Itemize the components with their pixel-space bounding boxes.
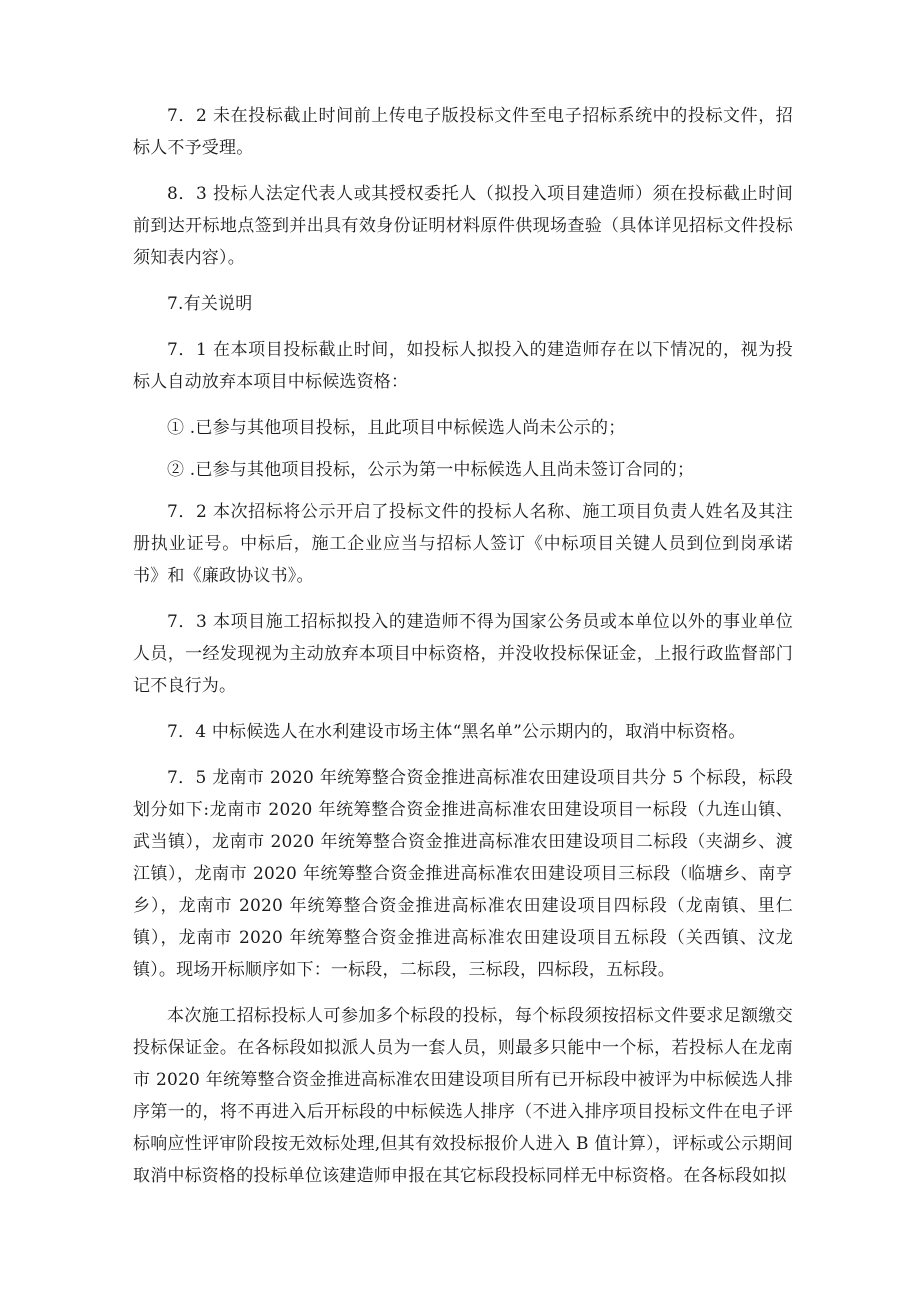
paragraph-7-3: 7．3 本项目施工招标拟投入的建造师不得为国家公务员或本单位以外的事业单位人员，一经发现视为主动放弃本项目中标资格，并没收投标保证金，上报行政监督部门记不良行为。 <box>133 612 793 696</box>
paragraph-multi-lot: 本次施工招标投标人可参加多个标段的投标，每个标段须按招标文件要求足额缴交投标保证金。在各标段如拟派人员为一套人员，则最多只能中一个标，若投标人在龙南市 2020 年统筹整合资金推进高标准农田建设项目所有已开标段中被评为中标候选人排序第一的，将不再进入后开标段的中标候选人排序（不进入排序项目投标文件在电子评标响应性评审阶段按无效标处理,但其有效投标报价人进入 B 值计算），评标或公示期间取消中标资格的投标单位该建造师申报在其它标段投标同样无中标资格。在各标段如拟 <box>133 1006 793 1186</box>
paragraph-7-4: 7．4 中标候选人在水利建设市场主体“黑名单”公示期内的，取消中标资格。 <box>167 722 746 742</box>
paragraph-7-1: 7．1 在本项目投标截止时间，如投标人拟投入的建造师存在以下情况的，视为投标人自动放弃本项目中标候选资格： <box>133 340 793 392</box>
document-page <box>133 100 793 1206</box>
paragraph-7-2: 7．2 本次招标将公示开启了投标文件的投标人名称、施工项目负责人姓名及其注册执业证号。中标后，施工企业应当与招标人签订《中标项目关键人员到位到岗承诺书》和《廉政协议书》。 <box>133 502 793 586</box>
paragraph-8-3-signin: 8．3 投标人法定代表人或其授权委托人（拟投入项目建造师）须在投标截止时间前到达开标地点签到并出具有效身份证明材料原件供现场查验（具体详见招标文件投标须知表内容）。 <box>133 184 793 268</box>
list-item: ① .已参与其他项目投标，且此项目中标候选人尚未公示的； <box>167 418 626 438</box>
paragraph-7-2-upload: 7．2 未在投标截止时间前上传电子版投标文件至电子招标系统中的投标文件，招标人不予受理。 <box>133 106 793 158</box>
section-heading-notes: 7.有关说明 <box>167 294 253 314</box>
list-item: ② .已参与其他项目投标，公示为第一中标候选人且尚未签订合同的； <box>167 460 695 480</box>
paragraph-7-5: 7．5 龙南市 2020 年统筹整合资金推进高标准农田建设项目共分 5 个标段，标段划分如下:龙南市 2020 年统筹整合资金推进高标准农田建设项目一标段（九连山镇、武当镇），龙南市 2020 年统筹整合资金推进高标准农田建设项目二标段（夹湖乡、渡江镇），龙南市 2020 年统筹整合资金推进高标准农田建设项目三标段（临塘乡、南亨乡），龙南市 2020 年统筹整合资金推进高标准农田建设项目四标段（龙南镇、里仁镇），龙南市 2020 年统筹整合资金推进高标准农田建设项目五标段（关西镇、汶龙镇）。现场开标顺序如下：一标段，二标段，三标段，四标段，五标段。 <box>133 768 793 980</box>
